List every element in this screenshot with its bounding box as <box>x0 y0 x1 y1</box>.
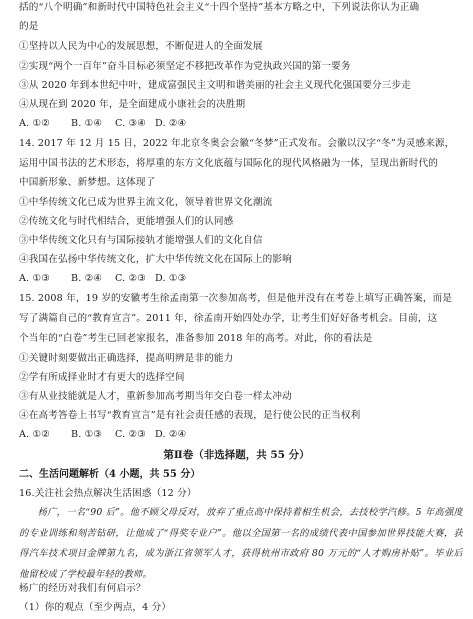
q13-item-2: ②实现“两个一百年”奋斗目标必须坚定不移把改革作为党执政兴国的第一要务 <box>19 61 351 72</box>
section-title: 第Ⅱ卷（非选择题，共 55 分） <box>163 449 310 461</box>
q15-option-d[interactable]: D. ②④ <box>155 429 187 440</box>
q16-question: 杨广的经历对我们有何启示？ <box>19 583 146 594</box>
q14-item-3: ③中华传统文化只有与国际接轨才能增强人们的文化自信 <box>19 235 263 246</box>
q13-stem-tail: 括的“八个明确”和新时代中国特色社会主义“十四个坚持”基本方略之中，下列说法你认为正确 <box>19 2 420 13</box>
q13-option-a[interactable]: A. ①② <box>19 118 50 129</box>
q13-item-1: ①坚持以人民为中心的发展思想，不断促进人的全面发展 <box>19 41 263 52</box>
q15-option-c[interactable]: C. ②③ <box>115 429 147 440</box>
q14-item-1: ①中华传统文化已成为世界主流文化，领导着世界文化潮流 <box>19 197 273 208</box>
q16-material: 杨广，一名“90 后”。他不顾父母反对，放弃了重点高中保持着相生机会，去技校学汽修。5 年高强度的专业训练和刻苦钻研，让他成了“得奖专业户”。他以全国第一名的成绩代表中国参加世界技能大赛，获得汽车技术项目金牌第九名，成为浙江省领军人才，获得杭州市政府 80 万元的“人才购房补贴”。毕业后他留校成了学校最年轻的教师。 <box>19 507 463 580</box>
q13-item-3: ③从 2020 年到本世纪中叶，建成富强民主文明和谐美丽的社会主义现代化强国要分三步走 <box>19 80 411 91</box>
q15-item-3: ③有从业技能就是人才，重新参加高考期当年交白卷一样太冲动 <box>19 391 292 402</box>
q15-option-b[interactable]: B. ①③ <box>71 429 103 440</box>
q15-item-2: ②学有所成择业时才有更大的选择空间 <box>19 372 185 383</box>
q14-option-b[interactable]: B. ②④ <box>71 273 103 284</box>
q14-stem-line-2: 运用中国书法的艺术形态，将厚重的东方文化底蕴与国际化的现代风格融为一体，呈现出新时代的 <box>19 158 438 169</box>
q13-stem-tail2: 的是 <box>19 21 39 32</box>
q15-options <box>19 428 465 441</box>
q14-item-4: ④我国在弘扬中华传统文化，扩大中华传统文化在国际上的影响 <box>19 254 292 265</box>
q16-title: 16.关注社会热点解决生活困惑（12 分） <box>19 488 197 499</box>
part-heading: 二、生活问题解析（4 小题，共 55 分） <box>19 469 201 480</box>
q13-option-b[interactable]: B. ①④ <box>71 118 103 129</box>
q14-option-a[interactable]: A. ①③ <box>19 273 50 284</box>
q15-stem-line-1: 15. 2008 年，19 岁的安徽考生徐孟南第一次参加高考，但是他并没有在考卷上填写正确答案，而是 <box>19 293 453 304</box>
q14-item-2: ②传统文化与时代相结合，更能增强人们的认同感 <box>19 216 234 227</box>
q15-stem-line-3: 个当年的“白卷”考生已回老家报名，准备参加 2018 年的高考。对此，你的看法是 <box>19 333 373 344</box>
q14-option-d[interactable]: D. ①③ <box>155 273 187 284</box>
q13-option-c[interactable]: C. ③④ <box>115 118 147 129</box>
q14-option-c[interactable]: C. ②③ <box>115 273 147 284</box>
q15-stem-line-2: 写了满篇自己的“教育宣言”。2011 年，徐孟南开始四处办学，让考生们好好备考机会。目前，这 <box>19 313 438 324</box>
q15-item-4: ④在高考答卷上书写“教育宣言”是有社会责任感的表现，是行使公民的正当权利 <box>19 410 361 421</box>
q14-options <box>19 272 465 285</box>
q14-stem-line-3: 中国新形象、新梦想。这体现了 <box>19 177 156 188</box>
q13-item-4: ④从现在到 2020 年，是全面建成小康社会的决胜期 <box>19 99 246 110</box>
q14-stem-line-1: 14. 2017 年 12 月 15 日，2022 年北京冬奥会会徽“冬梦”正式发布。会徽以汉字“冬”为灵感来源， <box>19 138 455 149</box>
q13-option-d[interactable]: D. ②④ <box>155 118 187 129</box>
q16-sub-question-1: （1）你的观点（至少两点，4 分） <box>19 602 172 613</box>
q13-options <box>19 117 465 130</box>
q15-option-a[interactable]: A. ①② <box>19 429 50 440</box>
q15-item-1: ①关键时刻要做出正确选择，提高明辨是非的能力 <box>19 353 234 364</box>
